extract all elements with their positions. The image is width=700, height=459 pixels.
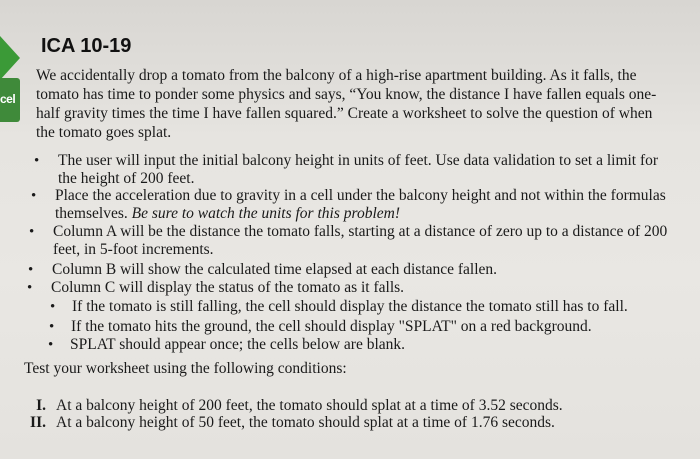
bullet-icon: • (50, 299, 56, 315)
intro-paragraph: We accidentally drop a tomato from the balcony of a high-rise apartment building. As it falls, the tomato has time to ponder some physics and says, “You know, the distance I have fallen equals one-half gravity times the time I have fallen squared.” Create a worksheet to solve the question of when the tomato goes splat. (36, 67, 657, 141)
sub-list-item: • If the tomato hits the ground, the cell should display "SPLAT" on a red background. (49, 318, 592, 335)
bullet-icon: • (34, 153, 40, 169)
list-item: • Column B will show the calculated time elapsed at each distance fallen. (28, 261, 498, 278)
list-item: • The user will input the initial balcony height in units of feet. Use data validation to set a limit for the height of 200 feet. (34, 152, 659, 187)
sidebar-tab-label: cel (0, 92, 16, 106)
bullet-icon: • (29, 224, 35, 240)
condition-item: I. At a balcony height of 200 feet, the tomato should splat at a time of 3.52 seconds. (36, 397, 563, 414)
bullet-icon: • (49, 319, 55, 335)
bullet-icon: • (28, 262, 34, 278)
test-intro: Test your worksheet using the following conditions: (24, 360, 347, 377)
page-edge-marker (0, 36, 20, 80)
sub-list-item: • SPLAT should appear once; the cells below are blank. (48, 336, 406, 353)
bullet-icon: • (48, 337, 54, 353)
sub-list-item: • If the tomato is still falling, the cell should display the distance the tomato still has to fall. (50, 298, 628, 315)
list-item: • Column C will display the status of the tomato as it falls. (27, 279, 405, 296)
bullet-icon: • (31, 188, 37, 204)
bleed-through-text (90, 4, 94, 20)
sidebar-tab (0, 78, 20, 122)
condition-item: II. At a balcony height of 50 feet, the tomato should splat at a time of 1.76 seconds. (30, 414, 555, 431)
page-title: ICA 10-19 (41, 35, 132, 57)
list-item: • Column A will be the distance the tomato falls, starting at a distance of zero up to a distance of 200 feet, in 5-foot increments. (29, 223, 668, 258)
list-item: • Place the acceleration due to gravity in a cell under the balcony height and not within the formulas themselves. Be sure to watch the units for this problem! (31, 187, 666, 222)
bullet-icon: • (27, 280, 33, 296)
